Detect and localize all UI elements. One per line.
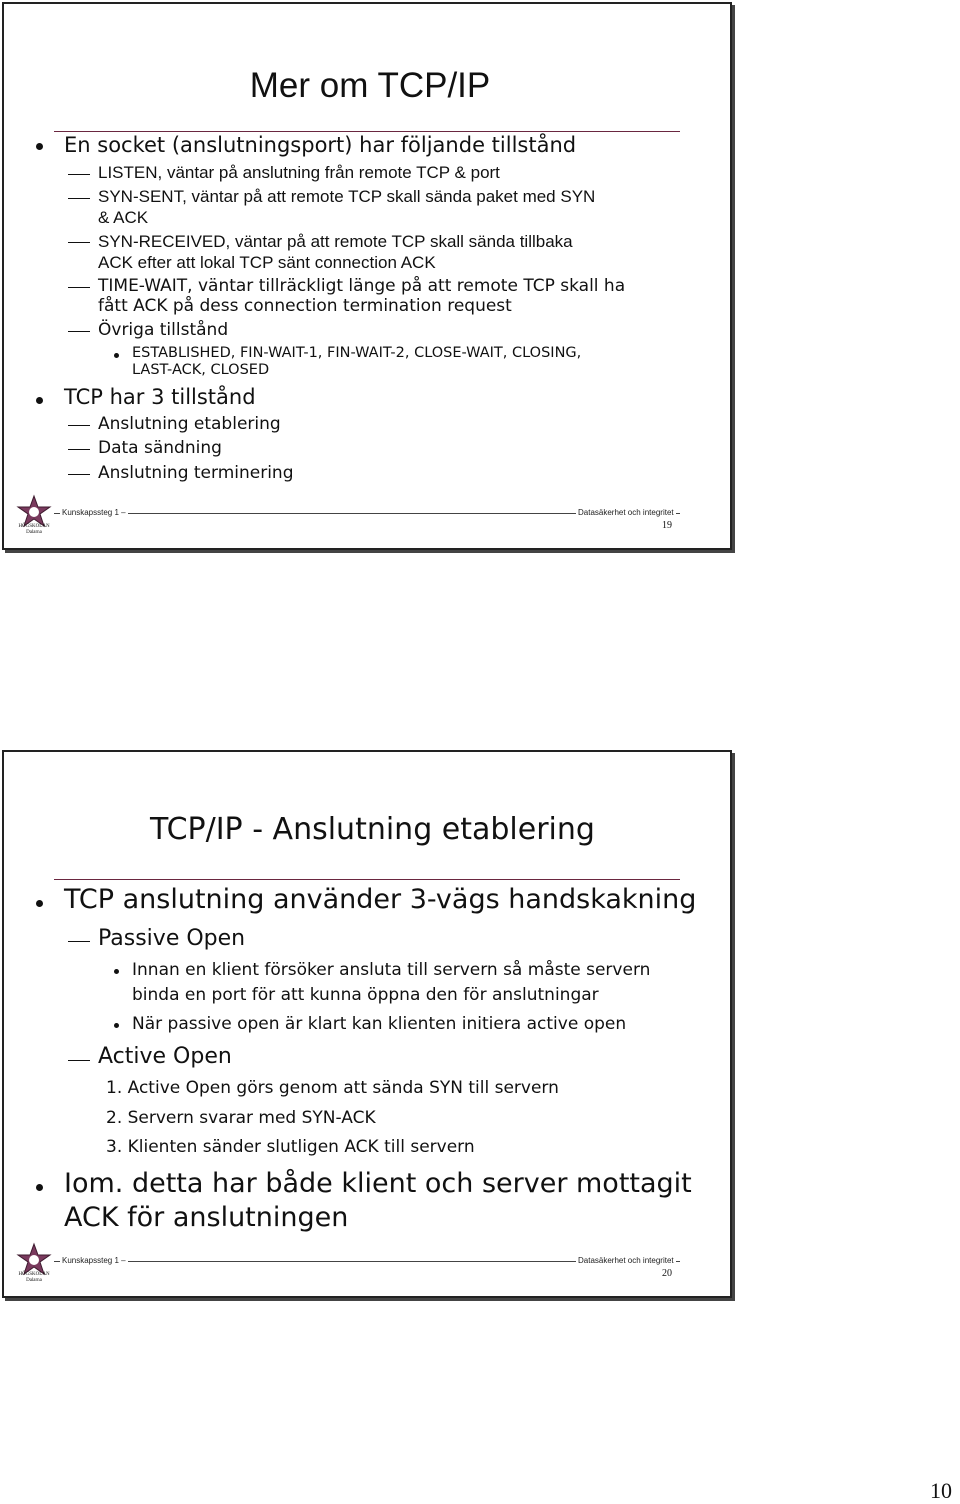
sub-text: Passive Open — [98, 926, 246, 951]
footer-right: Datasäkerhet och integritet — [578, 508, 674, 517]
bullet-icon — [36, 143, 43, 150]
bullet-icon — [36, 397, 43, 404]
sub-text: Data sändning — [98, 438, 222, 458]
dash-icon — [68, 425, 90, 426]
dash-icon — [68, 287, 90, 288]
logo-text: HÖGSKOLAN Dalarna — [18, 524, 50, 535]
sheet-page-number: 10 — [930, 1478, 952, 1503]
subsub-text: binda en port för att kunna öppna den för anslutningar — [132, 985, 599, 1005]
subsub-text: ESTABLISHED, FIN-WAIT-1, FIN-WAIT-2, CLOSE-WAIT, CLOSING, — [132, 345, 582, 361]
bullet-text: En socket (anslutningsport) har följande tillstånd — [64, 133, 577, 157]
footer-right: Datasäkerhet och integritet — [578, 1256, 674, 1265]
footer-left: Kunskapssteg 1 – — [62, 508, 126, 517]
footer-left: Kunskapssteg 1 – — [62, 1256, 126, 1265]
numbered-item: 3. Klienten sänder slutligen ACK till servern — [106, 1137, 475, 1157]
dash-icon — [68, 449, 90, 450]
bullet-icon — [36, 1184, 43, 1191]
numbered-item: 2. Servern svarar med SYN-ACK — [106, 1108, 376, 1128]
page-number: 19 — [662, 520, 672, 531]
bullet-text: TCP har 3 tillstånd — [64, 385, 256, 409]
subsub-text: När passive open är klart kan klienten initiera active open — [132, 1014, 627, 1034]
bullet-icon — [36, 900, 43, 907]
dash-icon — [68, 1060, 90, 1061]
dot-icon — [114, 353, 119, 358]
sub-text: ACK efter att lokal TCP sänt connection ACK — [98, 253, 436, 272]
sub-text: SYN-RECEIVED, väntar på att remote TCP skall sända tillbaka — [98, 232, 573, 251]
bullet-text: Iom. detta har både klient och server mottagit — [64, 1168, 692, 1199]
sub-text: Active Open — [98, 1044, 232, 1069]
sub-text: fått ACK på dess connection termination request — [98, 296, 512, 316]
slide-title: Mer om TCP/IP — [249, 66, 491, 105]
slide-title: TCP/IP - Anslutning etablering — [150, 812, 595, 847]
dot-icon — [114, 1023, 119, 1028]
title-rule — [54, 131, 680, 132]
sub-text: LISTEN, väntar på anslutning från remote TCP & port — [98, 163, 500, 182]
sub-text: Övriga tillstånd — [98, 320, 229, 340]
sub-text: SYN-SENT, väntar på att remote TCP skall sända paket med SYN — [98, 187, 596, 206]
sub-text: & ACK — [98, 208, 149, 227]
bullet-text: TCP anslutning använder 3-vägs handskakning — [64, 884, 697, 915]
logo-text: HÖGSKOLAN Dalarna — [18, 1272, 50, 1283]
subsub-text: LAST-ACK, CLOSED — [132, 362, 270, 378]
bullet-text: ACK för anslutningen — [64, 1202, 349, 1233]
dash-icon — [68, 242, 90, 243]
page-number: 20 — [662, 1268, 672, 1279]
sub-text: TIME-WAIT, väntar tillräckligt länge på att remote TCP skall ha — [98, 276, 626, 296]
dash-icon — [68, 941, 90, 942]
numbered-item: 1. Active Open görs genom att sända SYN till servern — [106, 1078, 559, 1098]
dot-icon — [114, 969, 119, 974]
dash-icon — [68, 474, 90, 475]
subsub-text: Innan en klient försöker ansluta till servern så måste servern — [132, 960, 651, 980]
title-rule — [54, 879, 680, 880]
dash-icon — [68, 198, 90, 199]
sub-text: Anslutning etablering — [98, 414, 281, 434]
dash-icon — [68, 331, 90, 332]
dash-icon — [68, 174, 90, 175]
sub-text: Anslutning terminering — [98, 463, 294, 483]
